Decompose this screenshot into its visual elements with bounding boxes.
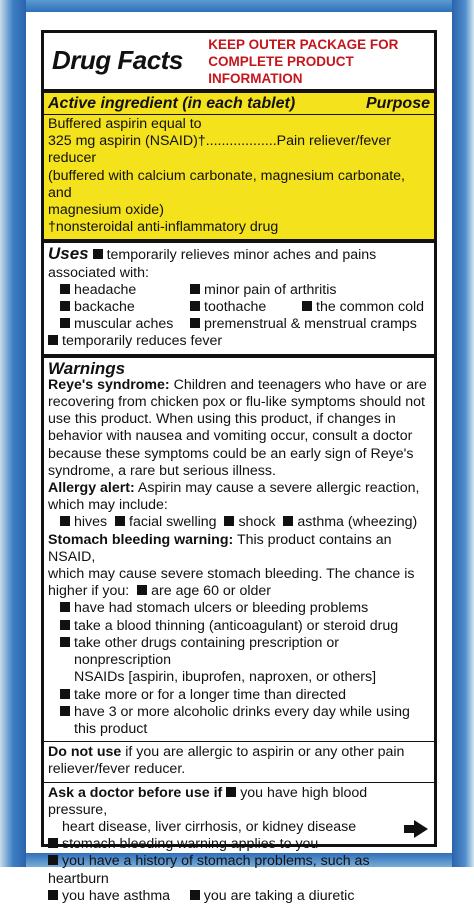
- package-panel: [26, 12, 452, 904]
- bullet-square-icon: [60, 620, 70, 630]
- box-side-left: [0, 0, 26, 867]
- ask-doctor: Ask a doctor before use if you have high blood pressure,: [48, 784, 368, 818]
- section-divider: [44, 741, 434, 742]
- bullet-square-icon: [137, 585, 147, 595]
- warning-line: behavior with nausea and vomiting occur, consult a doctor: [48, 428, 413, 445]
- active-footnote: †nonsteroidal anti-inflammatory drug: [48, 219, 279, 236]
- warning-line: recovering from chicken pox or flu-like symptoms should not: [48, 394, 425, 411]
- notice-line: COMPLETE PRODUCT INFORMATION: [208, 53, 354, 86]
- package-notice: [200, 36, 434, 87]
- allergy-list: hives facial swelling shock asthma (wheezing): [48, 514, 430, 531]
- bullet-square-icon: [226, 787, 236, 797]
- bullet-square-icon: [190, 301, 200, 311]
- bullet-square-icon: [190, 284, 200, 294]
- list-item: temporarily reduces fever: [48, 333, 430, 350]
- bullet-square-icon: [48, 335, 58, 345]
- warning-line: which may include:: [48, 497, 168, 514]
- bullet-square-icon: [60, 602, 70, 612]
- purpose-title: Purpose: [365, 95, 430, 112]
- continue-arrow-icon: [414, 820, 428, 838]
- list-item: headache: [60, 282, 190, 299]
- uses-intro: temporarily relieves minor aches and pains associated with:: [48, 247, 377, 281]
- bullet-square-icon: [48, 855, 58, 865]
- stomach-bleeding-warning: Stomach bleeding warning: This product contains an NSAID,: [48, 531, 392, 565]
- list-item: you have asthma you are taking a diuretic: [48, 888, 430, 905]
- warning-line: reliever/fever reducer.: [48, 761, 186, 778]
- box-side-right: [452, 0, 474, 867]
- uses-grid: [48, 282, 430, 334]
- bullet-square-icon: [224, 516, 234, 526]
- bullet-square-icon: [60, 637, 70, 647]
- list-item: take other drugs containing prescription or nonprescription: [48, 635, 430, 669]
- uses-section: [44, 243, 434, 357]
- list-item: minor pain of arthritis: [190, 282, 442, 299]
- bullet-square-icon: [60, 689, 70, 699]
- list-item: the common cold: [302, 299, 442, 316]
- bullet-square-icon: [115, 516, 125, 526]
- list-item: backache: [60, 299, 190, 316]
- list-item: stomach bleeding warning applies to you: [48, 836, 430, 853]
- do-not-use: Do not use if you are allergic to aspirin or any other pain: [48, 744, 405, 761]
- list-item: premenstrual & menstrual cramps: [190, 316, 442, 333]
- bullet-square-icon: [48, 890, 58, 900]
- bullet-square-icon: [302, 301, 312, 311]
- warnings-section: [44, 358, 434, 905]
- warnings-title: Warnings: [48, 358, 126, 378]
- list-item: you have a history of stomach problems, such as heartburn: [48, 853, 370, 887]
- active-ingredient-heading: [44, 93, 434, 115]
- drug-facts-label: [41, 30, 437, 904]
- list-item: have had stomach ulcers or bleeding problems: [48, 600, 430, 617]
- active-line: magnesium oxide): [48, 202, 164, 219]
- warning-line: NSAIDs [aspirin, ibuprofen, naproxen, or others]: [74, 669, 377, 686]
- bullet-square-icon: [93, 249, 103, 259]
- warning-line: heart disease, liver cirrhosis, or kidney disease: [62, 818, 357, 835]
- active-ingredient-title: Active ingredient (in each tablet): [48, 95, 296, 112]
- warning-line: use this product. When using this product, if changes in: [48, 411, 396, 428]
- notice-line: KEEP OUTER PACKAGE FOR: [208, 36, 399, 52]
- uses-intro-line: [48, 245, 430, 281]
- list-item: have 3 or more alcoholic drinks every day while using: [48, 704, 430, 721]
- active-line: Buffered aspirin equal to: [48, 116, 202, 132]
- bullet-square-icon: [60, 318, 70, 328]
- list-item: take a blood thinning (anticoagulant) or steroid drug: [48, 618, 430, 635]
- active-ingredient-section: [44, 93, 434, 243]
- warning-line: higher if you: are age 60 or older: [48, 583, 272, 600]
- section-divider: [44, 782, 434, 783]
- bullet-square-icon: [60, 284, 70, 294]
- drug-facts-header: [44, 33, 434, 93]
- list-item: take more or for a longer time than directed: [48, 687, 430, 704]
- bullet-square-icon: [190, 318, 200, 328]
- list-item: muscular aches: [60, 316, 190, 333]
- bullet-square-icon: [60, 516, 70, 526]
- warning-line: syndrome, a rare but serious illness.: [48, 462, 276, 479]
- bullet-square-icon: [283, 516, 293, 526]
- bullet-square-icon: [60, 301, 70, 311]
- reye-warning: Reye's syndrome: Children and teenagers who have or are: [48, 376, 427, 393]
- drug-facts-title: Drug Facts: [52, 45, 183, 76]
- uses-title: Uses: [48, 244, 89, 264]
- warning-line: this product: [74, 720, 148, 737]
- bullet-square-icon: [190, 890, 200, 900]
- bullet-square-icon: [60, 706, 70, 716]
- warning-line: which may cause severe stomach bleeding. The chance is: [48, 566, 415, 583]
- warning-line: because these symptoms could be an early sign of Reye's: [48, 445, 414, 462]
- list-item: toothache: [190, 299, 302, 316]
- bullet-square-icon: [48, 838, 58, 848]
- active-line: 325 mg aspirin (NSAID)†..................Pain reliever/fever reducer: [48, 133, 391, 167]
- active-line: (buffered with calcium carbonate, magnesium carbonate, and: [48, 167, 405, 201]
- allergy-alert: Allergy alert: Aspirin may cause a severe allergic reaction,: [48, 480, 420, 497]
- box-top-edge: [26, 0, 452, 12]
